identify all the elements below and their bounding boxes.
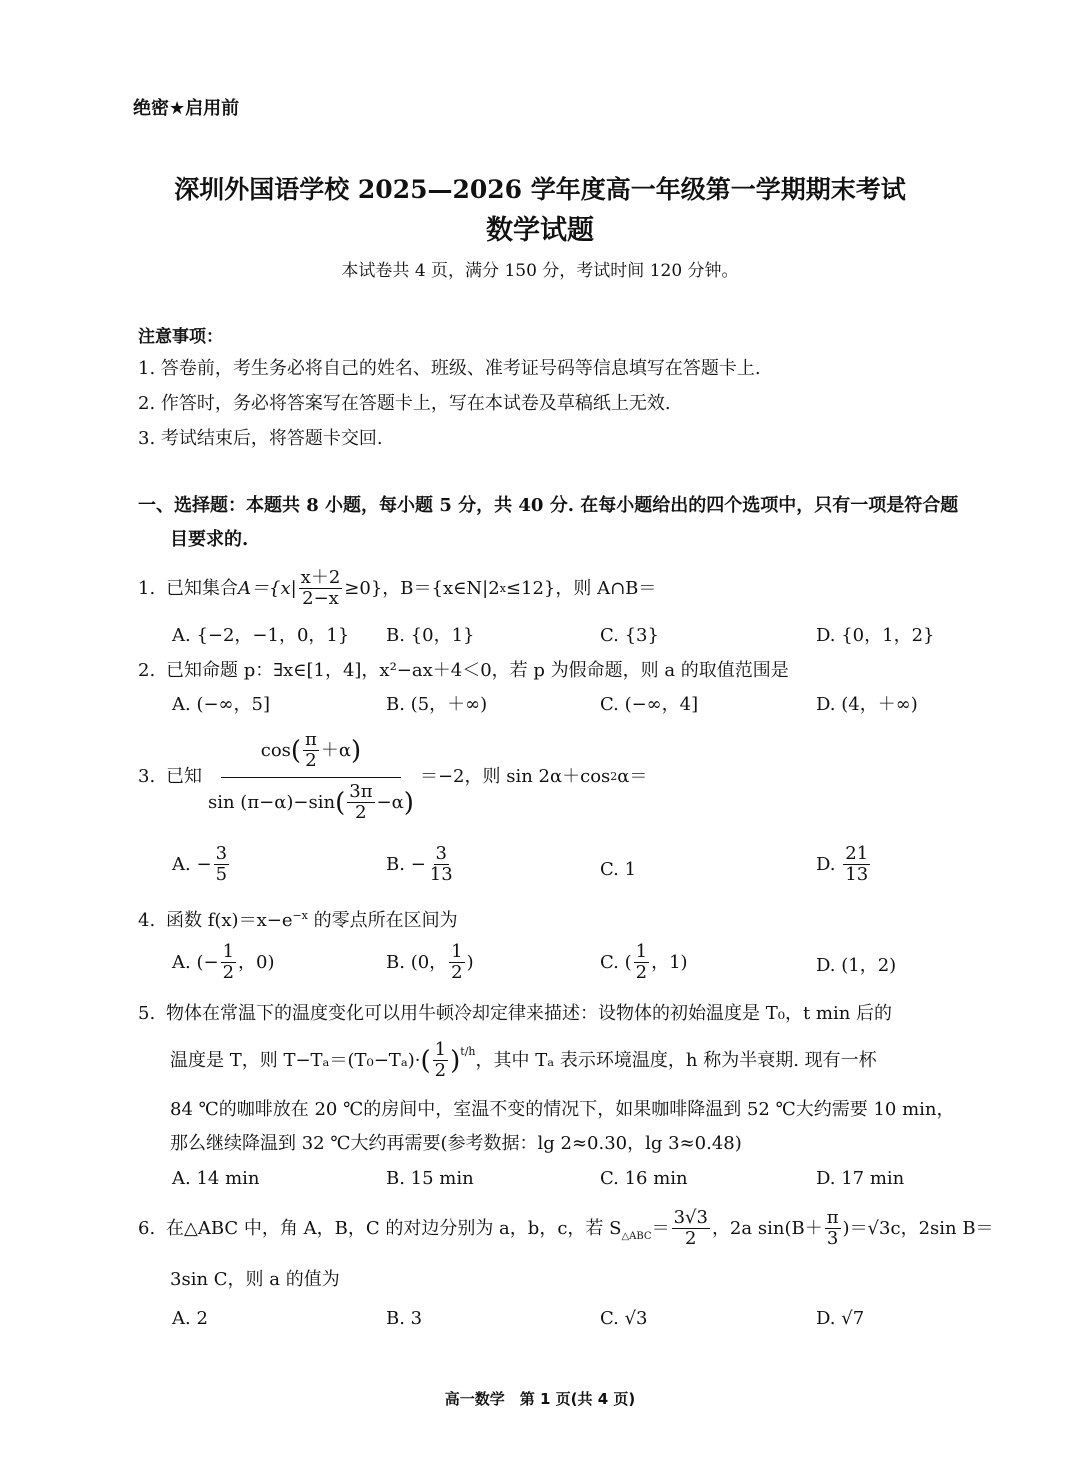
- section-heading: 一、选择题：本题共 8 小题，每小题 5 分，共 40 分. 在每小题给出的四个选项中，只有一项是符合题: [138, 495, 959, 516]
- question-number: 1.: [138, 577, 156, 599]
- fraction-denominator: 13: [429, 864, 453, 885]
- option-b: B. (5，＋∞): [386, 694, 488, 715]
- fraction-numerator: 3: [215, 843, 228, 864]
- fraction: [634, 942, 649, 983]
- question-number: 5.: [138, 1003, 156, 1024]
- question-2: [138, 659, 789, 683]
- fraction-numerator: π: [305, 729, 317, 750]
- paren: (: [420, 1045, 431, 1076]
- question-3: [138, 730, 647, 823]
- option-label: B.: [386, 853, 405, 875]
- relation: ≥0}: [344, 577, 383, 599]
- interval-close: ): [466, 951, 474, 973]
- fraction-denominator: 2: [685, 1228, 697, 1249]
- fraction-denominator: 3: [826, 1228, 839, 1249]
- option-a: A. 2: [172, 1308, 208, 1329]
- fraction-denominator: 2: [355, 802, 367, 823]
- fraction-denominator: 13: [845, 864, 869, 885]
- option-a: A. (−∞，5]: [172, 694, 271, 715]
- fraction-denominator: [206, 778, 416, 823]
- cos-label: cos: [260, 739, 291, 761]
- fraction: [843, 844, 870, 885]
- option-label: A.: [172, 951, 191, 973]
- classification-label: 绝密★启用前: [133, 98, 240, 119]
- option-b: [386, 844, 457, 885]
- option-label: B.: [386, 951, 405, 973]
- fraction-numerator: 1: [451, 941, 463, 962]
- option-c: C. 1: [600, 859, 637, 880]
- fraction-denominator: 2: [434, 1060, 447, 1081]
- fraction-denominator: 2: [635, 962, 648, 983]
- fraction: [221, 942, 236, 983]
- question-text: 函数 f(x)＝x−e: [166, 910, 293, 931]
- subject-title: 数学试题: [486, 215, 594, 246]
- question-number: 3.: [138, 765, 156, 787]
- question-1: [138, 568, 656, 609]
- question-5-line-3: 84 ℃的咖啡放在 20 ℃的房间中，室温不变的情况下，如果咖啡降温到 52 ℃大约需要 10 min，: [170, 1099, 955, 1120]
- notice-item: 1. 答卷前，考生务必将自己的姓名、班级、准考证号码等信息填写在答题卡上.: [138, 358, 761, 379]
- expression-text: −α: [376, 791, 404, 813]
- question-text: ，B＝{x∈N|2: [382, 577, 500, 599]
- question-text: ≤12}，则 A∩B＝: [505, 577, 657, 599]
- set-start: A＝{x|: [238, 577, 297, 599]
- interval-close: ，1): [651, 951, 688, 973]
- neg-sign: −: [410, 853, 426, 875]
- exponent: −x: [292, 909, 308, 922]
- question-number: 2.: [138, 660, 156, 681]
- interval-open: (: [624, 951, 632, 973]
- option-b: [386, 942, 474, 983]
- fraction-denominator: 2−x: [302, 588, 339, 609]
- fraction-numerator: 1: [434, 1039, 447, 1060]
- fraction-numerator: π: [826, 1207, 839, 1228]
- option-label: C.: [600, 951, 619, 973]
- paren: ): [450, 1045, 461, 1076]
- question-text: ，2a sin: [711, 1217, 785, 1239]
- section-heading-cont: 目要求的.: [170, 529, 249, 550]
- question-text: 的零点所在区间为: [307, 910, 458, 931]
- option-a: [172, 844, 231, 885]
- option-c: C. 16 min: [600, 1168, 688, 1189]
- option-c: [600, 942, 688, 983]
- paren: ): [842, 1217, 850, 1239]
- fraction-numerator: [221, 730, 401, 778]
- fraction-numerator: 3: [435, 843, 447, 864]
- exponent: t/h: [460, 1045, 476, 1058]
- option-d: D. (1，2): [816, 955, 897, 976]
- exam-title: 深圳外国语学校 2025—2026 学年度高一年级第一学期期末考试: [174, 175, 906, 204]
- question-text: 已知集合: [166, 577, 238, 599]
- question-text: ，其中 Tₐ 表示环境温度，h 称为半衰期. 现有一杯: [475, 1049, 877, 1071]
- option-d: D. √7: [816, 1308, 865, 1329]
- expression-text: ＋α: [320, 739, 352, 761]
- fraction: [214, 844, 229, 885]
- question-text: 已知命题 p：∃x∈[1，4]，x²−ax＋4＜0，若 p 为假命题，则 a 的取值范围是: [166, 660, 789, 681]
- option-a: A. {−2，−1，0，1}: [172, 625, 350, 646]
- option-c: C. √3: [600, 1308, 648, 1329]
- fraction-denominator: 2: [305, 750, 317, 771]
- question-5-line-4: 那么继续降温到 32 ℃大约再需要(参考数据：lg 2≈0.30，lg 3≈0.48): [170, 1133, 742, 1154]
- question-6-line-2: 3sin C，则 a 的值为: [170, 1269, 340, 1290]
- page-footer: 高一数学 第 1 页(共 4 页): [444, 1390, 636, 1408]
- option-b: B. {0，1}: [386, 625, 475, 646]
- notice-item: 3. 考试结束后，将答题卡交回.: [138, 428, 383, 449]
- option-label: D.: [816, 853, 836, 875]
- interval-open: (−: [196, 951, 219, 973]
- exponent: 2: [610, 769, 618, 783]
- option-label: A.: [172, 853, 191, 875]
- fraction-numerator: 3√3: [673, 1207, 708, 1228]
- option-d: D. (4，＋∞): [816, 694, 918, 715]
- fraction-numerator: 21: [845, 843, 869, 864]
- fraction: [449, 942, 464, 983]
- exam-info: 本试卷共 4 页，满分 150 分，考试时间 120 分钟。: [341, 261, 739, 281]
- fraction: [428, 844, 455, 885]
- fraction-numerator: 1: [222, 941, 235, 962]
- notice-heading: 注意事项：: [138, 327, 223, 347]
- option-b: B. 15 min: [386, 1168, 474, 1189]
- interval-open: (0，: [410, 951, 448, 973]
- option-c: C. {3}: [600, 625, 659, 646]
- fraction-numerator: x＋2: [300, 567, 341, 588]
- question-number: 4.: [138, 910, 156, 931]
- option-d: [816, 844, 872, 885]
- question-5: [138, 1002, 892, 1026]
- notice-item: 2. 作答时，务必将答案写在答题卡上，写在本试卷及草稿纸上无效.: [138, 393, 671, 414]
- fraction: [299, 568, 343, 609]
- question-text: ＝√3c，2sin B＝: [849, 1217, 994, 1239]
- fraction-numerator: 1: [635, 941, 648, 962]
- question-text: 物体在常温下的温度变化可以用牛顿冷却定律来描述：设物体的初始温度是 T₀，t min 后的: [166, 1003, 893, 1024]
- main-fraction: [206, 730, 416, 823]
- option-c: C. (−∞，4]: [600, 694, 699, 715]
- expression-text: (B＋: [784, 1217, 823, 1239]
- neg-sign: −: [196, 853, 212, 875]
- subscript: △ABC: [621, 1231, 652, 1242]
- option-b: B. 3: [386, 1308, 423, 1329]
- question-number: 6.: [138, 1217, 156, 1239]
- paren: (: [335, 787, 346, 818]
- interval-close: ，0): [238, 951, 275, 973]
- paren: (: [290, 735, 302, 766]
- fraction: [303, 730, 319, 771]
- question-4: [138, 904, 458, 933]
- question-text: 在△ABC 中，角 A，B，C 的对边分别为 a，b，c，若 S: [166, 1217, 622, 1239]
- option-a: A. 14 min: [172, 1168, 260, 1189]
- exponent: x: [499, 581, 506, 595]
- question-text: ＝: [651, 1217, 670, 1239]
- question-text: 温度是 T，则 T−Tₐ＝(T₀−Tₐ)·: [170, 1049, 421, 1071]
- question-text: 已知: [166, 765, 202, 787]
- fraction-denominator: 5: [215, 864, 228, 885]
- question-text: α＝: [617, 765, 648, 787]
- option-d: D. 17 min: [816, 1168, 905, 1189]
- fraction: [825, 1208, 841, 1249]
- paren: ): [403, 787, 414, 818]
- fraction: [433, 1040, 448, 1081]
- question-6: [138, 1208, 994, 1249]
- paren: ): [351, 735, 362, 766]
- fraction-denominator: 2: [222, 962, 235, 983]
- fraction: [347, 782, 374, 823]
- option-d: D. {0，1，2}: [816, 625, 935, 646]
- fraction: [672, 1208, 710, 1249]
- fraction-numerator: 3π: [349, 781, 373, 802]
- question-5-line-2: [170, 1040, 877, 1081]
- expression-text: sin (π−α)−sin: [208, 791, 336, 813]
- question-text: ＝−2，则 sin 2α＋cos: [419, 765, 611, 787]
- option-a: [172, 942, 275, 983]
- fraction-denominator: 2: [451, 962, 463, 983]
